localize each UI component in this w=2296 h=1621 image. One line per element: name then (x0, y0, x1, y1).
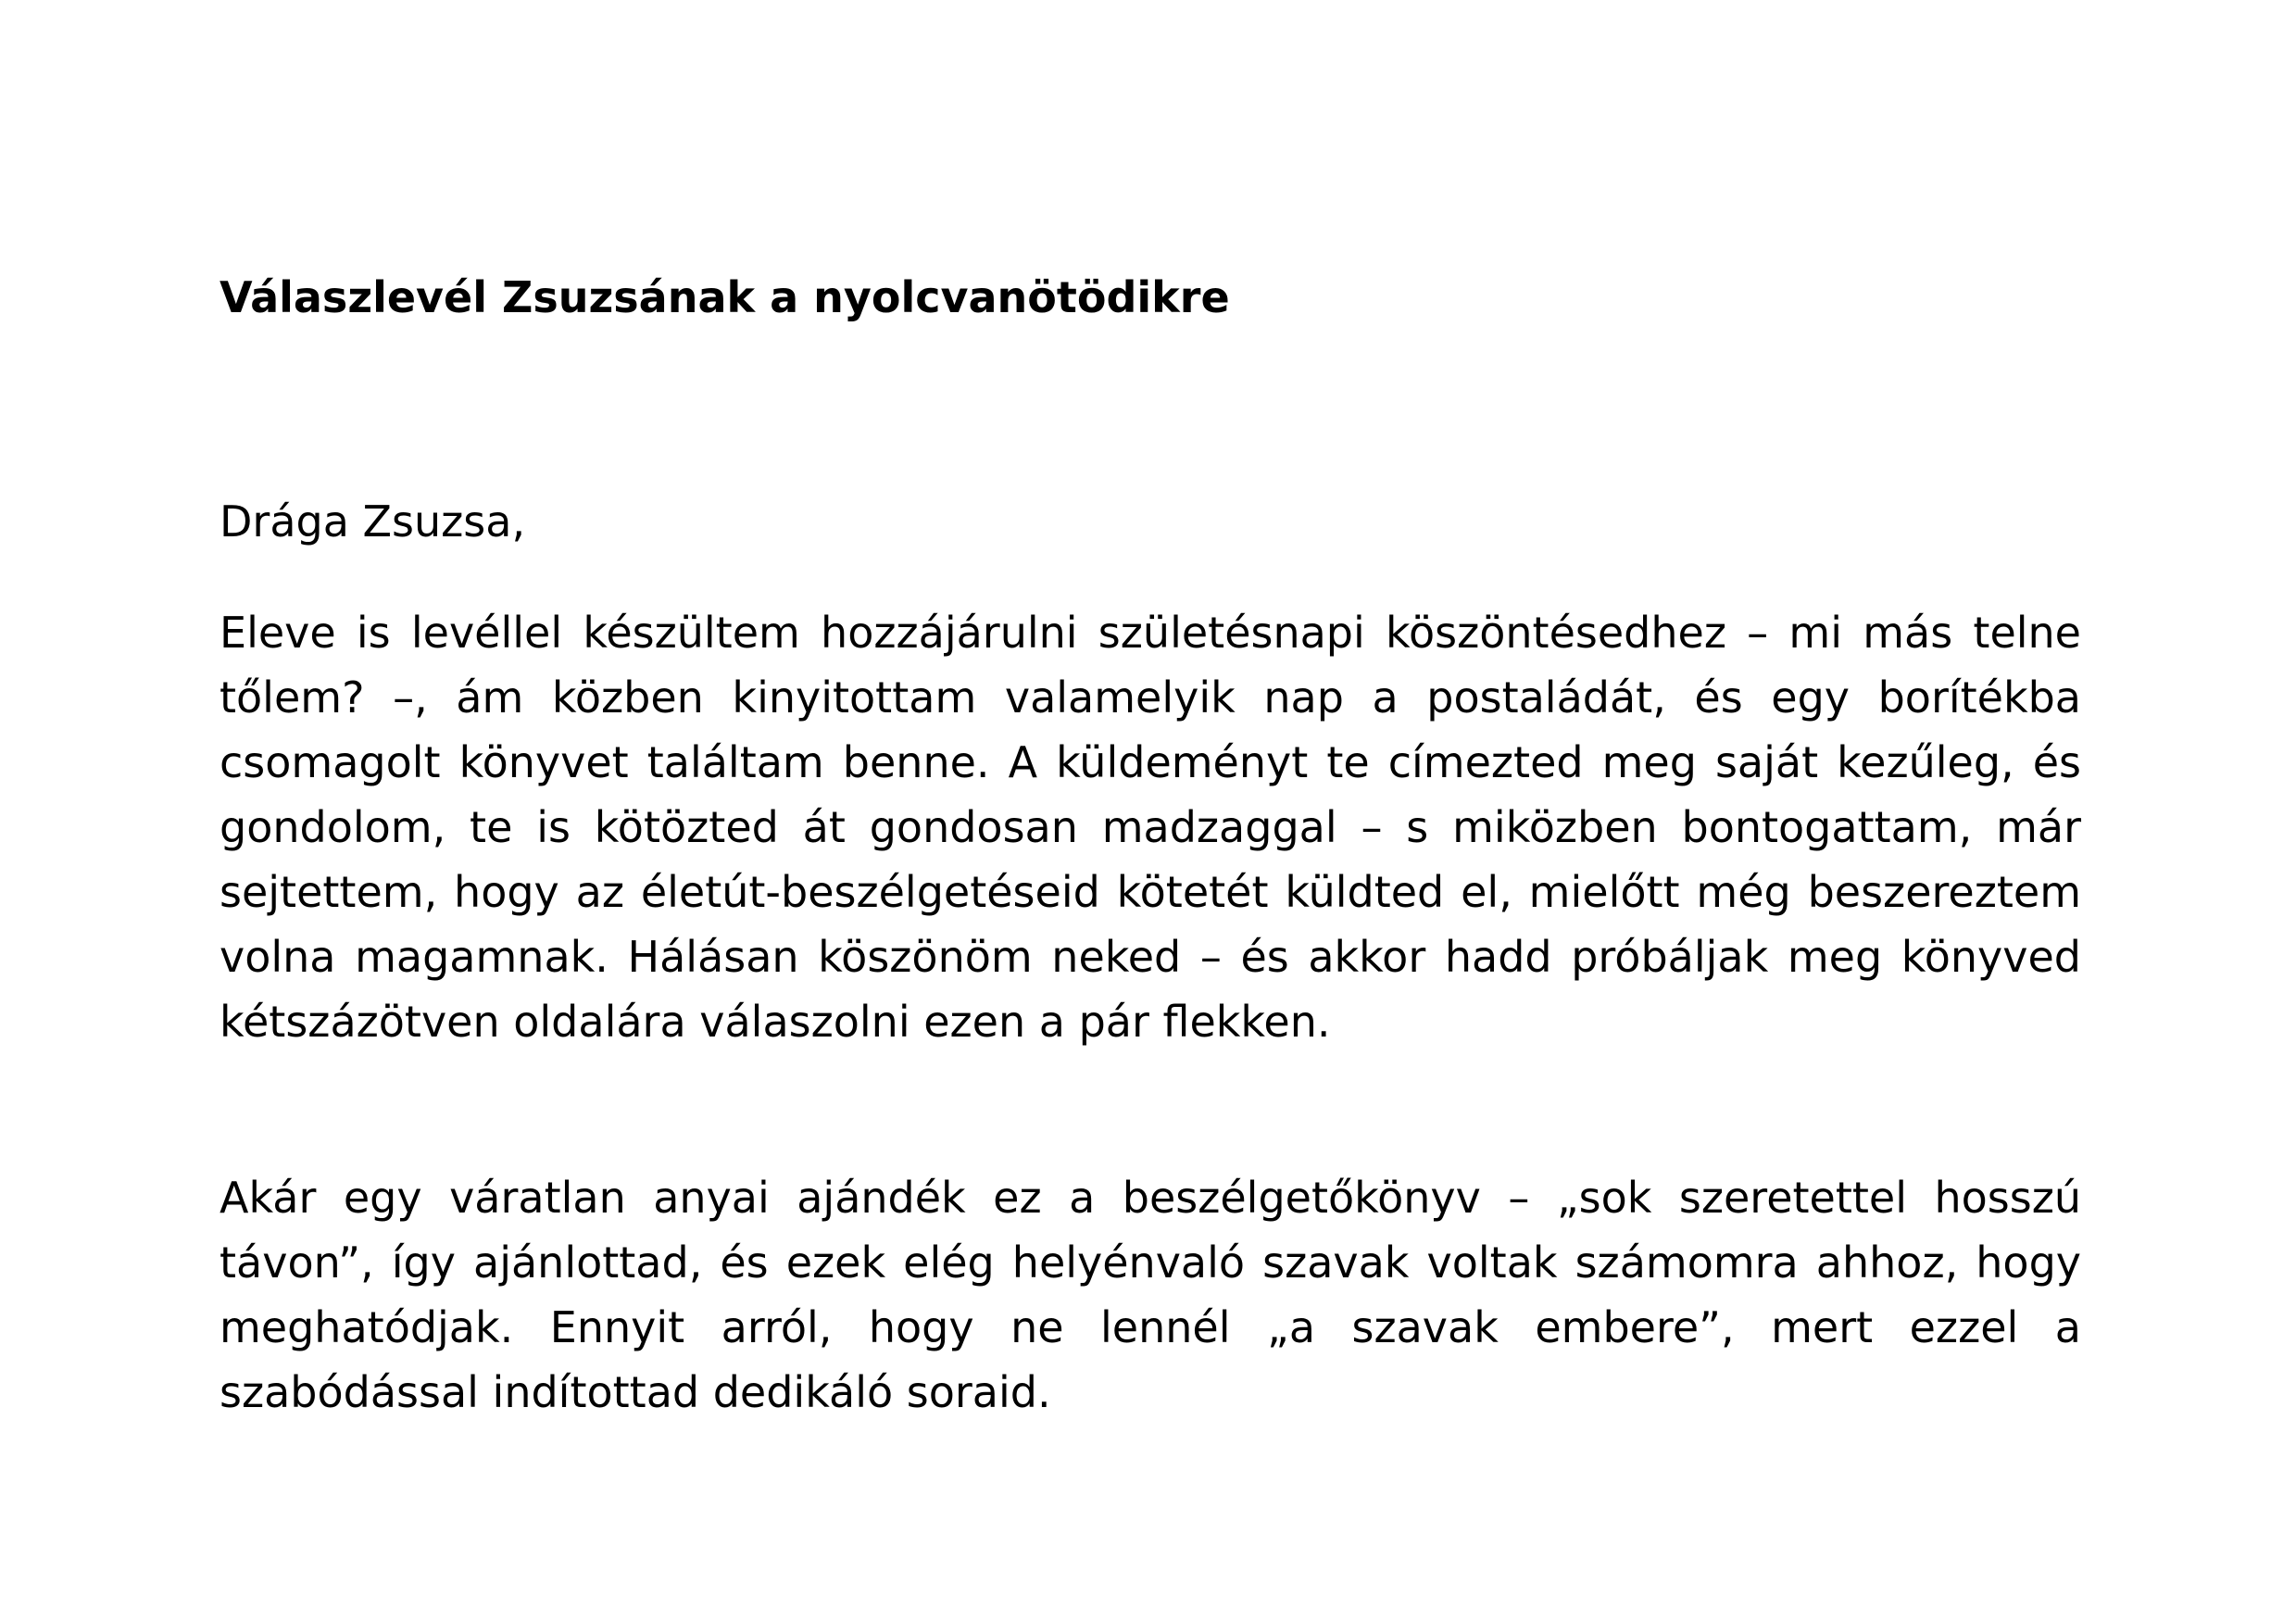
paragraph-2: Akár egy váratlan anyai ajándék ez a beszélgetőkönyv – „sok szeretettel hosszú távon”, így ajánlottad, és ezek elég helyénvaló szavak voltak számomra ahhoz, hogy meghatódjak. Ennyit arról, hogy ne lennél „a szavak embere”, mert ezzel a szabódással indítottad dedikáló soraid. (220, 1173, 2081, 1417)
letter-title: Válaszlevél Zsuzsának a nyolcvanötödikre (220, 272, 1230, 322)
paragraph-1: Eleve is levéllel készültem hozzájárulni születésnapi köszöntésedhez – mi más telne tőlem? –, ám közben kinyitottam valamelyik nap a postaládát, és egy borítékba csomagolt könyvet találtam benne. A küldeményt te címezted meg saját kezűleg, és gondolom, te is kötözted át gondosan madzaggal – s miközben bontogattam, már sejtettem, hogy az életút-beszélgetéseid kötetét küldted el, mielőtt még beszereztem volna magamnak. Hálásan köszönöm neked – és akkor hadd próbáljak meg könyved kétszázötven oldalára válaszolni ezen a pár flekken. (220, 608, 2081, 1047)
salutation: Drága Zsuzsa, (220, 496, 526, 547)
